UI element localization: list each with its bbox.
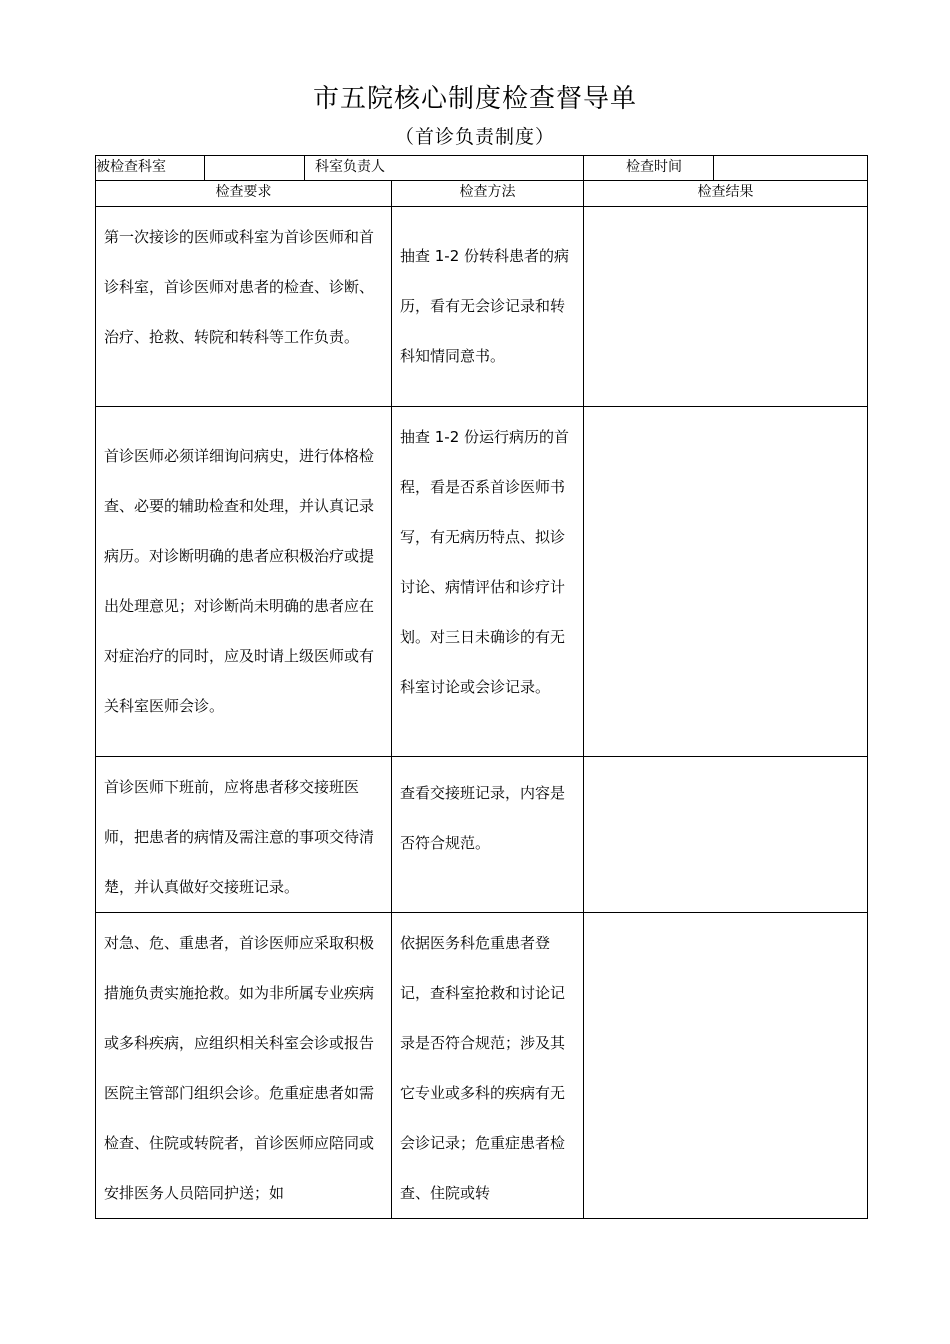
requirement-cell: 第一次接诊的医师或科室为首诊医师和首诊科室，首诊医师对患者的检查、诊断、治疗、抢救、转院和转科等工作负责。 (104, 228, 375, 346)
table-row (96, 913, 868, 1219)
column-header-method: 检查方法 (392, 181, 584, 207)
inspection-table (95, 155, 868, 1219)
column-header-requirement: 检查要求 (96, 181, 392, 207)
column-header-result: 检查结果 (584, 181, 868, 207)
method-cell: 查看交接班记录，内容是否符合规范。 (400, 784, 566, 852)
result-cell[interactable] (584, 207, 867, 212)
leader-label: 科室负责人 (305, 156, 584, 181)
method-cell: 抽查 1-2 份运行病历的首程，看是否系首诊医师书写，有无病历特点、拟诊讨论、病情评估和诊疗计划。对三日未确诊的有无科室讨论或会诊记录。 (400, 428, 570, 696)
dept-label: 被检查科室 (96, 156, 205, 181)
requirement-cell: 对急、危、重患者，首诊医师应采取积极措施负责实施抢救。如为非所属专业疾病或多科疾病，应组织相关科室会诊或报告医院主管部门组织会诊。危重症患者如需检查、住院或转院者，首诊医师应陪同或安排医务人员陪同护送；如 (104, 934, 375, 1202)
dept-value-cell[interactable] (205, 156, 305, 181)
method-cell: 抽查 1-2 份转科患者的病历，看有无会诊记录和转科知情同意书。 (400, 247, 570, 365)
result-cell[interactable] (584, 757, 867, 762)
result-cell[interactable] (584, 913, 867, 918)
table-row (96, 207, 868, 407)
result-cell[interactable] (584, 407, 867, 412)
table-row (96, 757, 868, 913)
method-cell: 依据医务科危重患者登记，查科室抢救和讨论记录是否符合规范；涉及其它专业或多科的疾病有无会诊记录；危重症患者检查、住院或转 (400, 934, 566, 1202)
time-value-cell[interactable] (714, 156, 868, 181)
document-subtitle: （首诊负责制度） (394, 126, 555, 148)
table-row (96, 407, 868, 757)
header-row (96, 181, 868, 207)
requirement-cell: 首诊医师必须详细询问病史，进行体格检查、必要的辅助检查和处理，并认真记录病历。对诊断明确的患者应积极治疗或提出处理意见；对诊断尚未明确的患者应在对症治疗的同时，应及时请上级医师或有关科室医师会诊。 (104, 447, 375, 715)
requirement-cell: 首诊医师下班前，应将患者移交接班医师，把患者的病情及需注意的事项交待清楚，并认真做好交接班记录。 (104, 778, 375, 896)
meta-row (96, 156, 868, 181)
document-title: 市五院核心制度检查督导单 (312, 84, 637, 114)
time-label: 检查时间 (584, 156, 714, 181)
